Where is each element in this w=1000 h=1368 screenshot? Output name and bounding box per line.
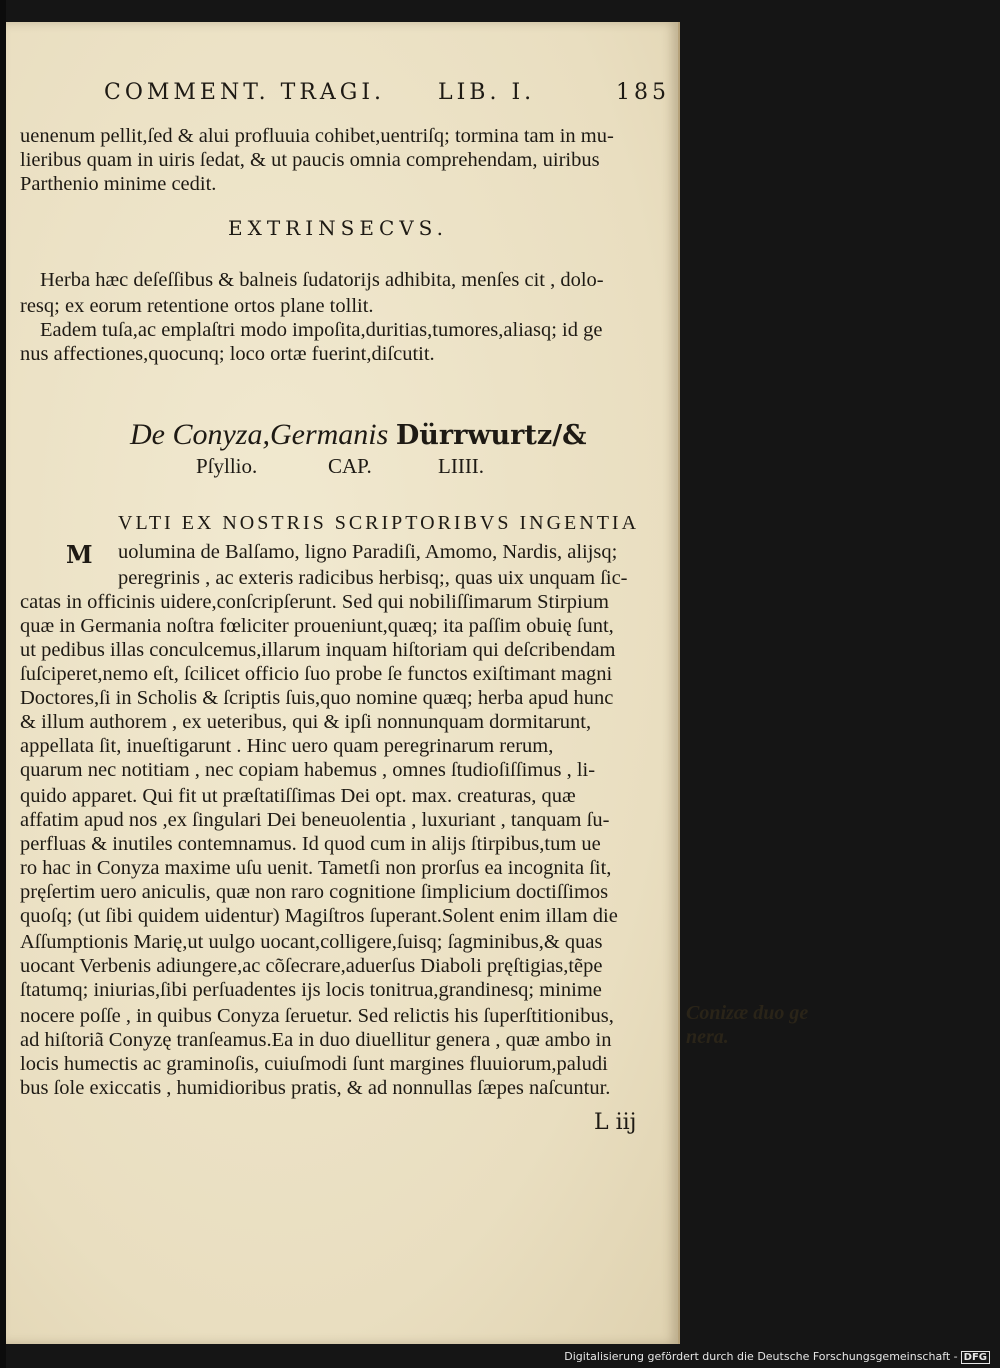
opening-capitals: VLTI EX NOSTRIS SCRIPTORIBVS INGENTIA — [118, 512, 640, 534]
extrinsecus-line: Herba hæc deſeſſibus & balneis ſudatorijs adhibita, menſes cit , dolo- — [40, 269, 604, 291]
intro-line: Parthenio minime cedit. — [20, 173, 217, 195]
body-line: perfluas & inutiles contemnamus. Id quod cum in alijs ſtirpibus,tum ue — [20, 833, 601, 855]
body-line: ro hac in Conyza maxime uſu uenit. Tametſi non prorſus ea incognita ſit, — [20, 857, 612, 879]
marginal-note: Conizæ duo ge — [686, 1002, 809, 1024]
body-line: ad hiſtoriã Conyzę tranſeamus.Ea in duo diuellitur genera , quæ ambo in — [20, 1029, 612, 1051]
signature-mark: L iij — [594, 1110, 637, 1135]
extrinsecus-line: resq; ex eorum retentione ortos plane tollit. — [20, 295, 374, 317]
page-number: 185 — [616, 80, 670, 105]
body-line: & illum authorem , ex ueteribus, qui & ipſi nonnunquam dormitarunt, — [20, 711, 592, 733]
body-line: Doctores,ſi in Scholis & ſcriptis ſuis,quo nomine quæq; herba apud hunc — [20, 687, 614, 709]
body-line: peregrinis , ac exteris radicibus herbisq;, quas uix unquam ſic- — [118, 567, 628, 589]
body-line: ſtatumq; iniurias,ſibi perſuadentes ijs locis tonitrua,grandinesq; minime — [20, 979, 602, 1001]
body-line: affatim apud nos ,ex ſingulari Dei beneuolentia , luxuriant , tanquam ſu- — [20, 809, 610, 831]
intro-line: uenenum pellit,ſed & alui profluuia cohibet,uentriſq; tormina tam in mu- — [20, 125, 614, 147]
body-line: catas in officinis uidere,conſcripſerunt. Sed qui nobiliſſimarum Stirpium — [20, 591, 609, 613]
marginal-note: nera. — [686, 1026, 729, 1048]
body-line: quido apparet. Qui fit ut præſtatiſſimas Dei opt. max. creaturas, quæ — [20, 785, 576, 807]
body-line: uocant Verbenis adiungere,ac cõſecrare,aduerſus Diaboli pręſtigias,tẽpe — [20, 955, 603, 977]
drop-cap: M — [66, 540, 93, 569]
body-line: appellata ſit, inueſtigarunt . Hinc uero quam peregrinarum rerum, — [20, 735, 554, 757]
chapter-title-latin: De Conyza,Germanis — [130, 418, 389, 451]
extrinsecus-line: nus affectiones,quocunq; loco ortæ fuerint,diſcutit. — [20, 343, 435, 365]
body-line: quarum nec notitiam , nec copiam habemus , omnes ſtudioſiſſimus , li- — [20, 759, 596, 781]
chapter-title — [130, 418, 586, 452]
dfg-logo-icon: DFG — [961, 1351, 990, 1364]
body-line: locis humectis ac graminoſis, cuiuſmodi ſunt margines fluuiorum,paludi — [20, 1053, 608, 1075]
chapter-title-german: Dürrwurtz/& — [395, 420, 587, 451]
chapter-cap-number: LIIII. — [438, 454, 485, 478]
body-line: ſuſciperet,nemo eſt, ſcilicet officio ſuo probe ſe functos exiſtimant magni — [20, 663, 613, 685]
body-line: bus ſole exiccatis , humidioribus pratis, & ad nonnullas ſæpes naſcuntur. — [20, 1077, 611, 1099]
body-line: Aſſumptionis Marię,ut uulgo uocant,colligere,ſuisq; ſagminibus,& quas — [20, 931, 603, 953]
chapter-cap-label: CAP. — [328, 454, 372, 478]
intro-line: lieribus quam in uiris ſedat, & ut paucis omnia comprehendam, uiribus — [20, 149, 600, 171]
extrinsecus-line: Eadem tuſa,ac emplaſtri modo impoſita,duritias,tumores,aliasq; id ge — [40, 319, 603, 341]
body-line: quæ in Germania noſtra fœliciter proueniunt,quæq; ita paſſim obuię ſunt, — [20, 615, 614, 637]
running-head-book: LIB. I. — [438, 80, 536, 105]
body-line: nocere poſſe , in quibus Conyza ſeruetur. Sed relictis his ſuperſtitionibus, — [20, 1005, 614, 1027]
section-title: EXTRINSECVS. — [228, 216, 449, 240]
body-line: ut pedibus illas conculcemus,illarum inquam hiſtoriam qui deſcribendam — [20, 639, 616, 661]
footer-text: Digitalisierung gefördert durch die Deutsche Forschungsgemeinschaft - — [564, 1350, 958, 1363]
digitization-footer — [564, 1350, 990, 1364]
chapter-sub: Pſyllio. — [196, 454, 258, 478]
body-line: quoſq; (ut ſibi quidem uidentur) Magiſtros ſuperant.Solent enim illam die — [20, 905, 618, 927]
running-head-title: COMMENT. TRAGI. — [104, 80, 386, 105]
body-line: pręſertim uero aniculis, quæ non raro cognitione ſimplicium doctiſſimos — [20, 881, 609, 903]
body-line: uolumina de Balſamo, ligno Paradiſi, Amomo, Nardis, alijsq; — [118, 541, 618, 563]
running-head — [104, 80, 670, 110]
